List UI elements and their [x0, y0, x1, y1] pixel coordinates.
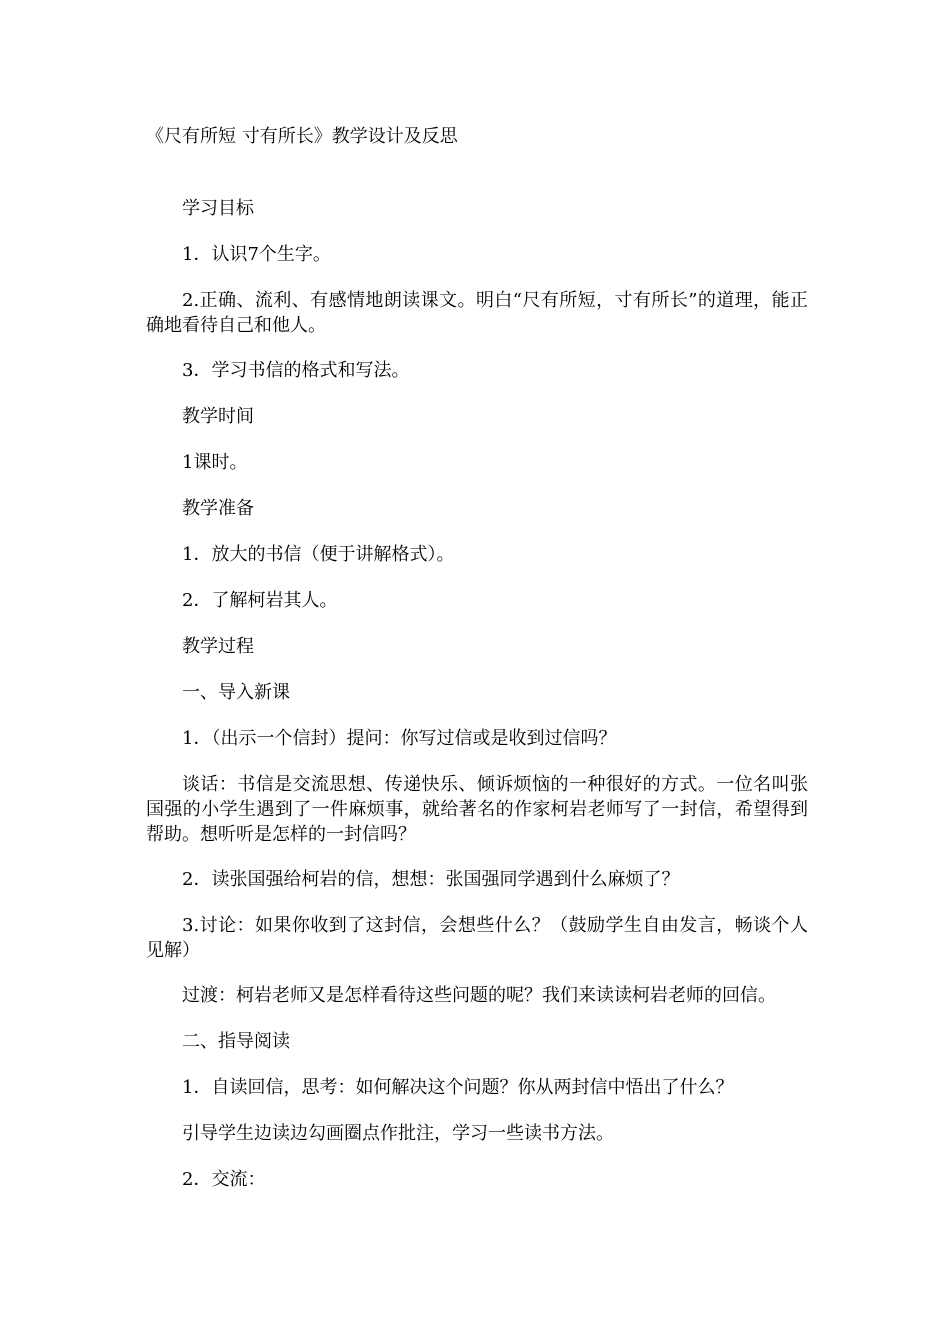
goal-item-1: 1．认识7个生字。 — [182, 244, 331, 265]
intro-step-1: 1．（出示一个信封）提问：你写过信或是收到过信吗？ — [182, 728, 617, 749]
intro-transition: 过渡：柯岩老师又是怎样看待这些问题的呢？我们来读读柯岩老师的回信。 — [182, 985, 776, 1006]
prep-item-2: 2．了解柯岩其人。 — [182, 590, 338, 611]
heading-teaching-time: 教学时间 — [182, 406, 254, 427]
section-heading-reading: 二、指导阅读 — [182, 1031, 290, 1052]
section-heading-intro: 一、导入新课 — [182, 682, 290, 703]
goal-item-3: 3．学习书信的格式和写法。 — [182, 360, 410, 381]
document-body — [146, 196, 808, 1193]
intro-step-2: 2．读张国强给柯岩的信，想想：张国强同学遇到什么麻烦了？ — [182, 869, 680, 890]
reading-step-1: 1．自读回信，思考：如何解决这个问题？你从两封信中悟出了什么？ — [182, 1077, 734, 1098]
teaching-time-value: 1课时。 — [182, 452, 248, 473]
heading-teaching-prep: 教学准备 — [182, 498, 254, 519]
heading-teaching-process: 教学过程 — [182, 636, 254, 657]
prep-item-1: 1．放大的书信（便于讲解格式）。 — [182, 544, 455, 565]
intro-talk: 谈话：书信是交流思想、传递快乐、倾诉烦恼的一种很好的方式。一位名叫张国强的小学生遇到了一件麻烦事，就给著名的作家柯岩老师写了一封信，希望得到帮助。想听听是怎样的一封信吗？ — [146, 774, 808, 845]
reading-step-2: 2．交流： — [182, 1169, 266, 1190]
document-title: 《尺有所短 寸有所长》教学设计及反思 — [146, 126, 458, 147]
reading-guidance: 引导学生边读边勾画圈点作批注，学习一些读书方法。 — [182, 1123, 614, 1144]
goal-item-2: 2.正确、流利、有感情地朗读课文。明白“尺有所短，寸有所长”的道理，能正确地看待自己和他人。 — [146, 290, 808, 336]
intro-step-3: 3.讨论：如果你收到了这封信，会想些什么？（鼓励学生自由发言，畅谈个人见解） — [146, 915, 808, 961]
heading-learning-goals: 学习目标 — [182, 198, 254, 219]
